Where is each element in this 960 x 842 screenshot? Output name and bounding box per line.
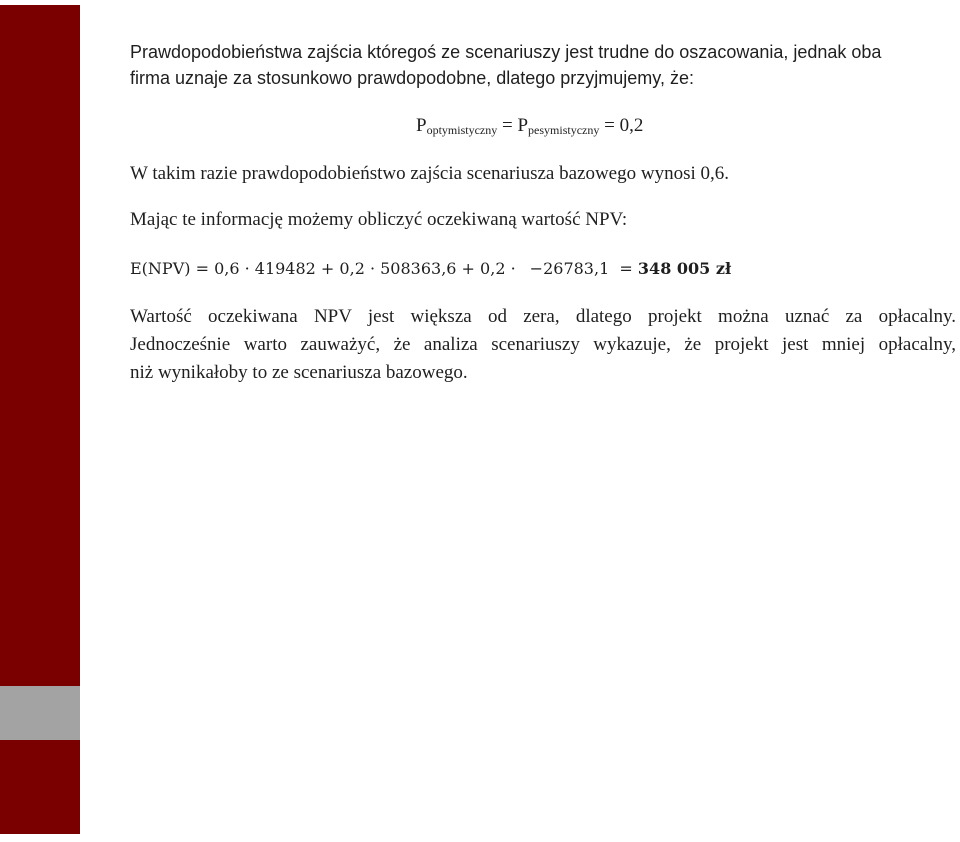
formula-result: 348 005 zł [637,259,732,278]
sidebar-accent-top [0,5,80,686]
formula-p-symbol: P [416,115,427,136]
formula-equals-p: = P [497,115,529,136]
paragraph-4-line-3: niż wynikałoby to ze scenariusza bazowego. [130,362,468,383]
paragraph-4-line-1: Wartość oczekiwana NPV jest większa od zera, dlatego projekt można uznać za opłacalny. [130,306,956,327]
paragraph-4-line-2: Jednocześnie warto zauważyć, że analiza scenariuszy wykazuje, że projekt jest mniej opłacalny, [130,334,956,355]
paragraph-2: W takim razie prawdopodobieństwo zajścia scenariusza bazowego wynosi 0,6. [130,163,730,184]
formula-subscript-optimistic: optymistyczny [426,123,498,137]
expected-npv-formula [130,256,731,282]
paragraph-1-line-1: Prawdopodobieństwa zajścia któregoś ze scenariuszy jest trudne do oszacowania, jednak oba [130,42,882,62]
sidebar-accent-bottom [0,740,80,834]
formula-equals: = [609,259,638,278]
sidebar-page-marker [0,686,80,740]
paragraph-1-line-2: firma uznaje za stosunkowo prawdopodobne, dlatego przyjmujemy, że: [130,68,694,88]
formula-lhs: E(NPV) = 0,6 · 419482 + 0,2 · 508363,6 + 0,2 · [130,259,516,278]
formula-negative-term: −26783,1 [529,259,610,278]
formula-value: = 0,2 [599,115,644,136]
probability-formula [416,113,643,143]
paragraph-3: Mając te informację możemy obliczyć oczekiwaną wartość NPV: [130,209,628,230]
formula-subscript-pessimistic: pesymistyczny [528,123,600,137]
